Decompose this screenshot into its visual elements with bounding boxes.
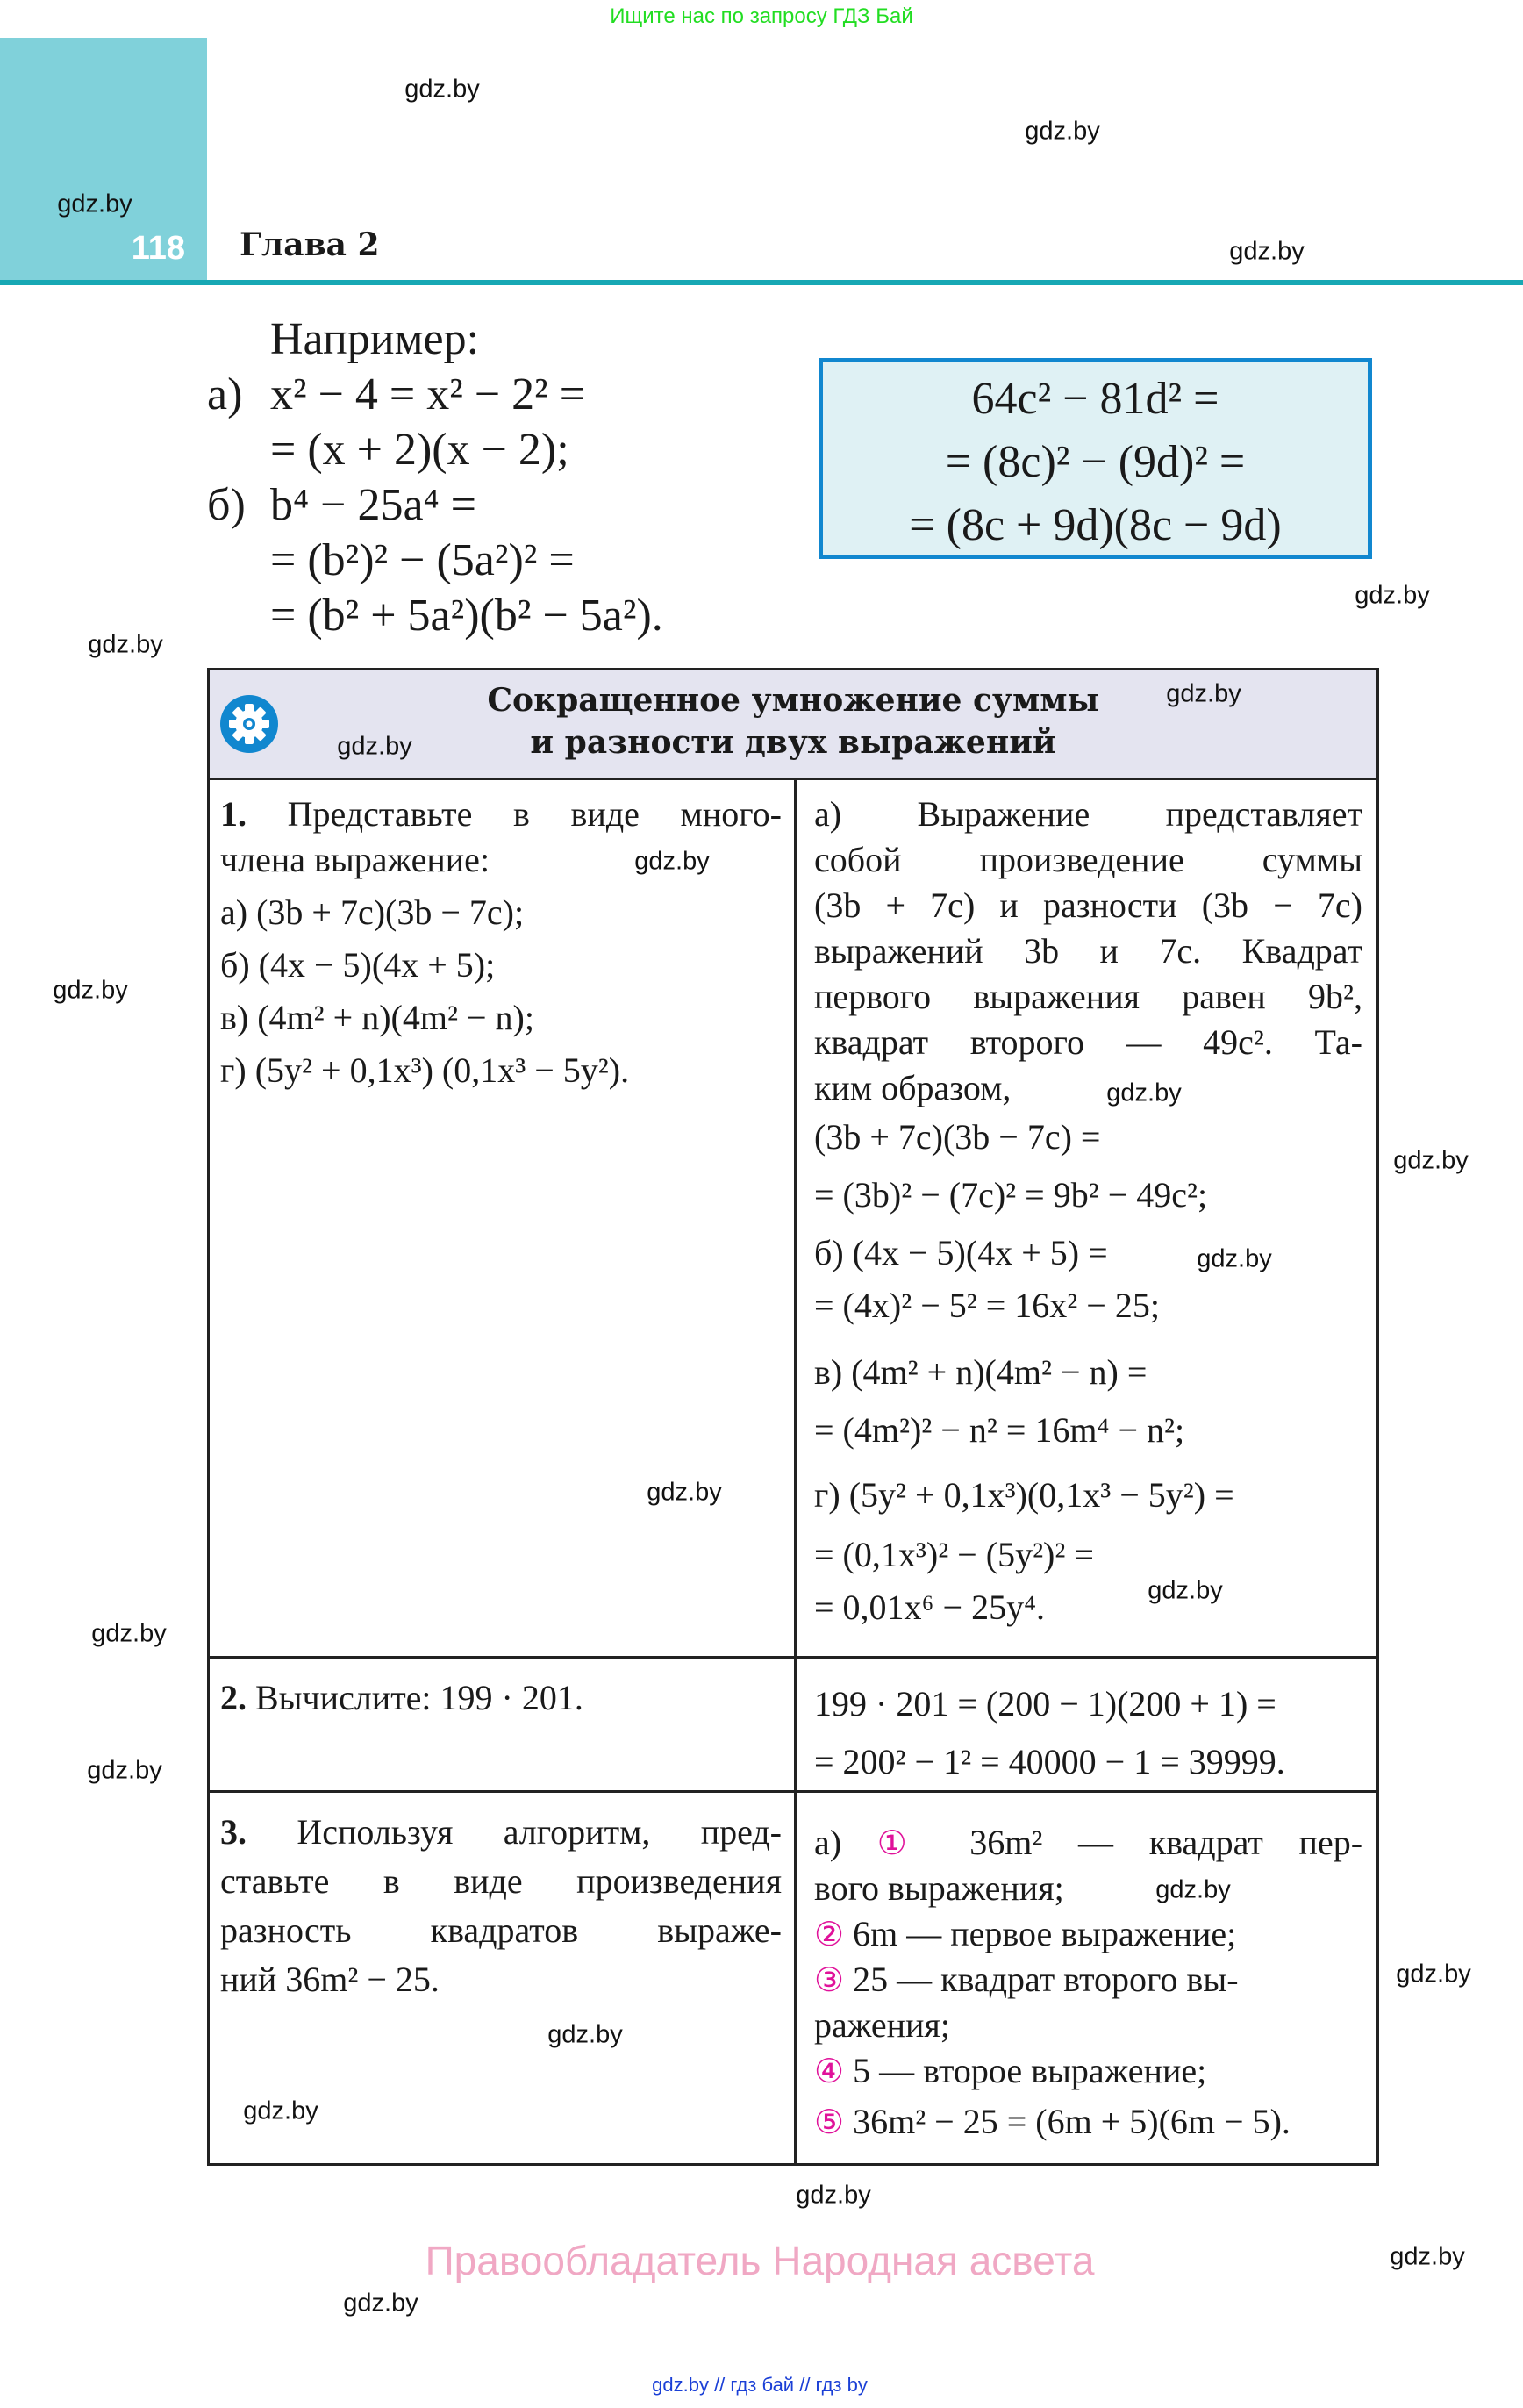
watermark: gdz.by [337, 732, 412, 761]
step-text: вого выражения; [814, 1868, 1064, 1908]
task-text: Вычислите: 199 · 201. [255, 1678, 583, 1717]
watermark: gdz.by [1355, 581, 1430, 610]
header-divider [0, 280, 1523, 285]
table-title-line-2: и разности двух выражений [530, 724, 1056, 761]
formula-line-1: 64c² − 81d² = [971, 374, 1219, 424]
footer-links[interactable]: gdz.by // гдз бай // гдз by [652, 2374, 868, 2396]
example-b-line1: b⁴ − 25a⁴ = [270, 480, 476, 530]
chapter-title: Глава 2 [240, 226, 380, 263]
solution-line: = (4m²)² − n² = 16m⁴ − n²; [814, 1410, 1185, 1450]
solution-line: 199 · 201 = (200 − 1)(200 + 1) = [814, 1684, 1276, 1724]
solution-line: (3b + 7c) и разности (3b − 7c) [814, 885, 1362, 925]
solution-1 [814, 792, 1362, 1630]
solution-line: квадрат второго — 49c². Та- [814, 1022, 1362, 1062]
watermark: gdz.by [57, 190, 132, 219]
watermark: gdz.by [1106, 1079, 1182, 1107]
watermark: gdz.by [87, 1756, 162, 1785]
solution-2 [814, 1675, 1362, 1791]
task-text: ний 36m² − 25. [220, 1960, 440, 1999]
step-text: 36m² − 25 = (6m + 5)(6m − 5). [853, 2102, 1291, 2141]
row-divider-1 [210, 1656, 1376, 1659]
copyright-notice: Правообладатель Народная асвета [425, 2238, 1095, 2283]
task-text: ставьте в виде произведения [220, 1861, 782, 1901]
solution-line: (3b + 7c)(3b − 7c) = [814, 1117, 1101, 1157]
watermark: gdz.by [243, 2096, 318, 2125]
step-text: 25 — квадрат второго вы- [853, 1960, 1239, 1999]
watermark: gdz.by [647, 1478, 722, 1507]
task-number: 3. [220, 1812, 247, 1852]
solution-line: первого выражения равен 9b², [814, 977, 1362, 1016]
example-a-label: а) [207, 369, 243, 419]
example-b-label: б) [207, 480, 246, 530]
task-text: члена выражение: [220, 840, 490, 879]
watermark: gdz.by [91, 1619, 167, 1648]
task-2 [220, 1675, 782, 1721]
solution-line: = 0,01x⁶ − 25y⁴. [814, 1587, 1046, 1627]
task-item: а) (3b + 7c)(3b − 7c); [220, 892, 525, 932]
example-a-line2: = (x + 2)(x − 2); [270, 425, 569, 475]
watermark: gdz.by [1229, 237, 1305, 266]
column-divider [794, 780, 797, 2166]
solution-line: ким образом, [814, 1068, 1012, 1107]
solution-line: = (4x)² − 5² = 16x² − 25; [814, 1286, 1160, 1325]
task-number: 1. [220, 794, 247, 834]
solution-line: в) (4m² + n)(4m² − n) = [814, 1352, 1148, 1392]
step-text: 5 — второе выражение; [853, 2051, 1207, 2090]
example-title: Например: [270, 314, 480, 364]
step-marker-4: ④ [814, 2052, 845, 2090]
exercise-table [207, 668, 1379, 2166]
task-3 [220, 1808, 782, 2004]
solution-line: = (0,1x³)² − (5y²)² = [814, 1535, 1094, 1574]
top-search-note: Ищите нас по запросу ГДЗ Бай [610, 4, 913, 28]
watermark: gdz.by [1025, 117, 1100, 146]
solution-line: б) (4x − 5)(4x + 5) = [814, 1233, 1108, 1272]
watermark: gdz.by [1148, 1576, 1223, 1605]
solution-3 [814, 1820, 1362, 2145]
example-b-line3: = (b² + 5a²)(b² − 5a²). [270, 591, 663, 641]
solution-line: а) Выражение представляет [814, 794, 1362, 834]
step-text: 36m² — квадрат пер- [969, 1823, 1363, 1862]
table-title-line-1: Сокращенное умножение суммы [487, 682, 1099, 719]
page-number: 118 [131, 230, 185, 267]
watermark: gdz.by [1155, 1875, 1231, 1904]
example-block [207, 312, 663, 643]
task-item: в) (4m² + n)(4m² − n); [220, 998, 534, 1037]
formula-line-2: = (8c)² − (9d)² = [945, 437, 1246, 487]
solution-line: выражений 3b и 7c. Квадрат [814, 931, 1362, 971]
step-marker-2: ② [814, 1915, 845, 1953]
step-marker-3: ③ [814, 1960, 845, 1999]
example-b-line2: = (b²)² − (5a²)² = [270, 535, 575, 585]
formula-box [819, 358, 1372, 559]
task-text: Используя алгоритм, пред- [297, 1812, 782, 1852]
watermark: gdz.by [53, 976, 128, 1005]
watermark: gdz.by [88, 630, 163, 659]
step-text: 6m — первое выражение; [853, 1914, 1237, 1953]
task-item: б) (4x − 5)(4x + 5); [220, 945, 496, 985]
task-1 [220, 792, 782, 1093]
watermark: gdz.by [1166, 679, 1241, 708]
watermark: gdz.by [1197, 1244, 1272, 1273]
watermark: gdz.by [634, 847, 710, 876]
task-number: 2. [220, 1678, 247, 1717]
watermark: gdz.by [796, 2181, 871, 2210]
formula-line-3: = (8c + 9d)(8c − 9d) [909, 500, 1282, 550]
task-text: разность квадратов выраже- [220, 1910, 782, 1950]
watermark: gdz.by [1393, 1146, 1469, 1175]
watermark: gdz.by [1390, 2242, 1465, 2271]
solution-line: собой произведение суммы [814, 840, 1362, 879]
watermark: gdz.by [1396, 1960, 1471, 1989]
watermark: gdz.by [343, 2289, 418, 2318]
solution-line: = (3b)² − (7c)² = 9b² − 49c²; [814, 1175, 1208, 1215]
step-marker-1: ① [876, 1824, 934, 1862]
watermark: gdz.by [547, 2020, 623, 2049]
solution-line: = 200² − 1² = 40000 − 1 = 39999. [814, 1742, 1285, 1781]
solution-prefix: а) [814, 1823, 842, 1862]
task-item: г) (5y² + 0,1x³) (0,1x³ − 5y²). [220, 1050, 630, 1090]
step-text: ражения; [814, 2005, 950, 2045]
solution-line: г) (5y² + 0,1x³)(0,1x³ − 5y²) = [814, 1475, 1234, 1515]
step-marker-5: ⑤ [814, 2103, 845, 2141]
task-text: Представьте в виде много- [287, 794, 783, 834]
example-a-line1: x² − 4 = x² − 2² = [270, 369, 586, 419]
watermark: gdz.by [404, 75, 480, 104]
